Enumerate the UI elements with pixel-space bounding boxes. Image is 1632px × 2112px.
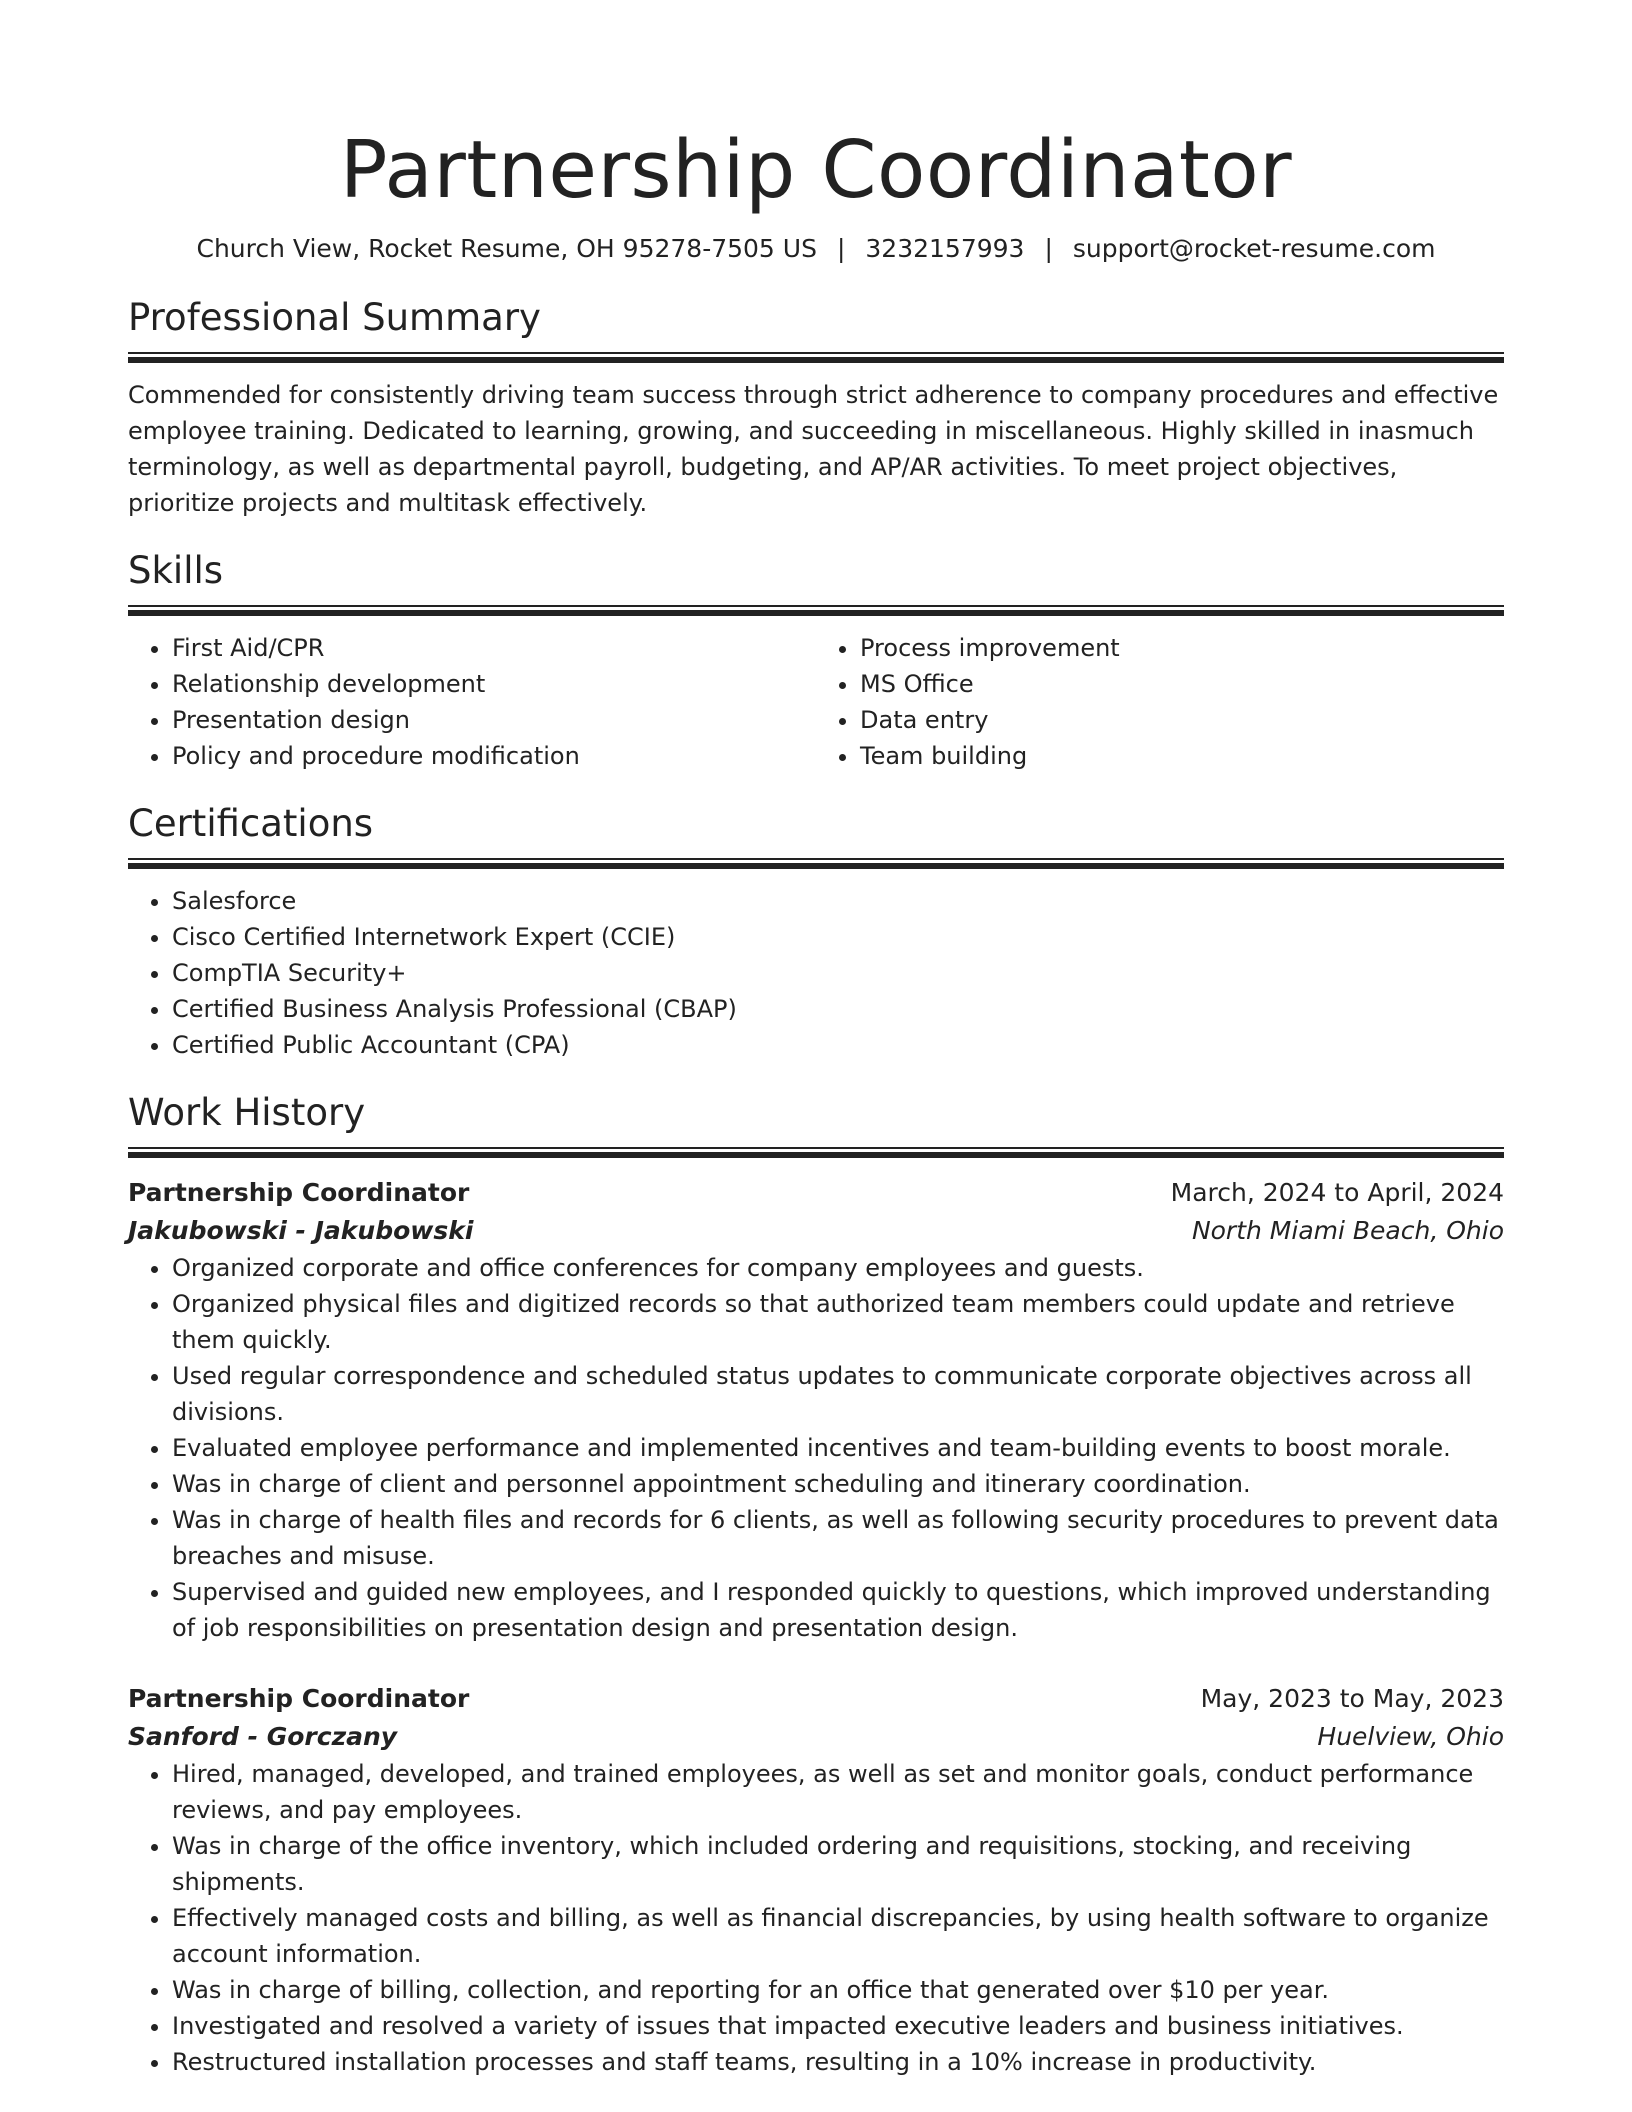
skill-item: • MS Office [860,666,1504,702]
resume-page [128,0,1504,2080]
section-divider [128,858,1504,869]
skill-item: • First Aid/CPR [172,630,816,666]
contact-email: support@rocket-resume.com [1072,234,1436,263]
job-header [128,1680,1504,1718]
certification-item: • Salesforce [172,883,1504,919]
contact-phone: 3232157993 [865,234,1025,263]
section-divider [128,605,1504,616]
section-title-certifications: Certifications [128,802,374,845]
certification-item: • Cisco Certified Internetwork Expert (CCIE) [172,919,1504,955]
job-subheader [128,1718,1504,1756]
job-subheader [128,1212,1504,1250]
skill-item: • Relationship development [172,666,816,702]
job-duty: • Hired, managed, developed, and trained employees, as well as set and monitor goals, conduct performance reviews, and pay employees. [172,1756,1504,1828]
job-duty: • Investigated and resolved a variety of issues that impacted executive leaders and business initiatives. [172,2008,1504,2044]
skills-grid [128,630,1504,774]
job-duty: • Used regular correspondence and scheduled status updates to communicate corporate objectives across all divisions. [172,1358,1504,1430]
contact-separator: | [836,234,846,263]
job-duty: • Was in charge of billing, collection, and reporting for an office that generated over $10 per year. [172,1972,1504,2008]
job-dates: May, 2023 to May, 2023 [1200,1684,1504,1713]
job-duty: • Was in charge of the office inventory, which included ordering and requisitions, stocking, and receiving shipments. [172,1828,1504,1900]
job-duty: • Evaluated employee performance and implemented incentives and team-building events to boost morale. [172,1430,1504,1466]
certification-item: • Certified Public Accountant (CPA) [172,1027,1504,1063]
job-duties [128,1250,1504,1646]
skills-list-left [128,630,816,774]
section-title-summary: Professional Summary [128,296,541,339]
job-entry [128,1174,1504,1646]
skills-section [128,547,1504,774]
job-duty: • Effectively managed costs and billing, as well as financial discrepancies, by using health software to organize account information. [172,1900,1504,1972]
certification-item: • CompTIA Security+ [172,955,1504,991]
job-duty: • Organized corporate and office conferences for company employees and guests. [172,1250,1504,1286]
skill-item: • Policy and procedure modification [172,738,816,774]
job-header [128,1174,1504,1212]
section-divider [128,1147,1504,1158]
skills-list-right [816,630,1504,774]
summary-section [128,294,1504,521]
skill-item: • Process improvement [860,630,1504,666]
job-entry [128,1680,1504,2080]
certification-item: • Certified Business Analysis Professional (CBAP) [172,991,1504,1027]
job-dates: March, 2024 to April, 2024 [1170,1178,1504,1207]
contact-line [128,232,1504,266]
skill-item: • Team building [860,738,1504,774]
section-title-work-history: Work History [128,1091,366,1134]
job-company: Jakubowski - Jakubowski [128,1216,474,1245]
job-duty: • Restructured installation processes and staff teams, resulting in a 10% increase in productivity. [172,2044,1504,2080]
contact-address: Church View, Rocket Resume, OH 95278-7505 US [196,234,817,263]
job-title: Partnership Coordinator [128,1684,470,1713]
job-duty: • Organized physical files and digitized records so that authorized team members could update and retrieve them quickly. [172,1286,1504,1358]
section-title-skills: Skills [128,549,224,592]
job-duty: • Was in charge of health files and records for 6 clients, as well as following security procedures to prevent data breaches and misuse. [172,1502,1504,1574]
summary-text: Commended for consistently driving team success through strict adherence to company procedures and effective employee training. Dedicated to learning, growing, and succeeding in miscellaneous. Highly skilled in inasmuch terminology, as well as departmental payroll, budgeting, and AP/AR activities. To meet project objectives, prioritize projects and multitask effectively. [128,381,1499,517]
resume-name: Partnership Coordinator [339,124,1293,216]
skill-item: • Presentation design [172,702,816,738]
certifications-list [128,883,1504,1063]
job-location: Huelview, Ohio [1317,1722,1504,1751]
work-history-section [128,1089,1504,2080]
job-duty: • Was in charge of client and personnel appointment scheduling and itinerary coordination. [172,1466,1504,1502]
job-company: Sanford - Gorczany [128,1722,398,1751]
certifications-section [128,800,1504,1063]
job-location: North Miami Beach, Ohio [1191,1216,1504,1245]
job-duties [128,1756,1504,2080]
contact-separator: | [1044,234,1053,263]
job-title: Partnership Coordinator [128,1178,470,1207]
skill-item: • Data entry [860,702,1504,738]
section-divider [128,352,1504,363]
job-duty: • Supervised and guided new employees, and I responded quickly to questions, which improved understanding of job responsibilities on presentation design and presentation design. [172,1574,1504,1646]
